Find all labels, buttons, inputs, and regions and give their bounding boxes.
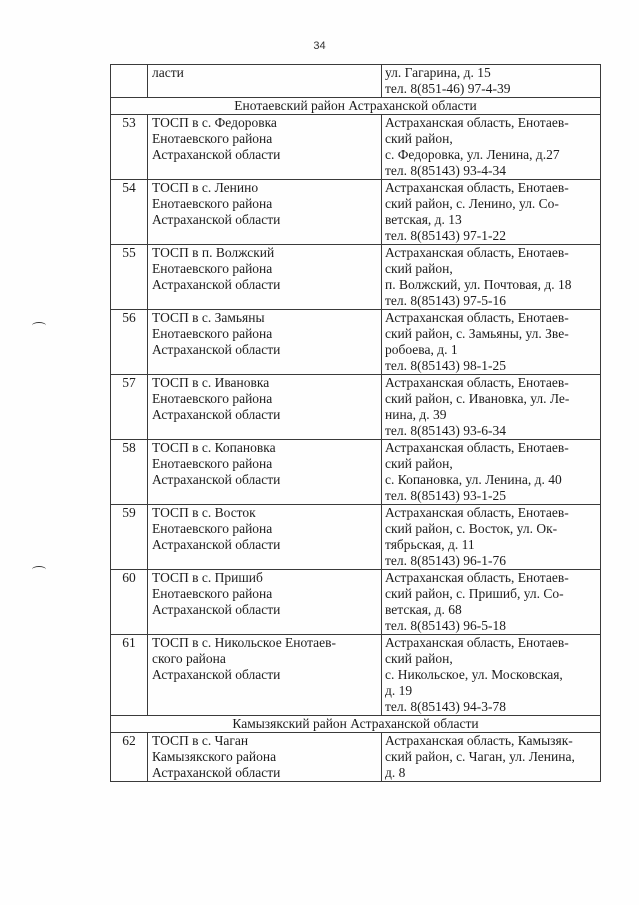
office-name-line: ТОСП в с. Восток <box>152 505 256 520</box>
address-line: Астраханская область, Енотаев- <box>385 505 569 520</box>
office-name-line: ТОСП в с. Чаган <box>152 733 249 748</box>
table-row <box>111 635 601 716</box>
address-line: Астраханская область, Енотаев- <box>385 115 569 130</box>
address-cell <box>382 310 601 375</box>
row-number: 56 <box>111 310 148 375</box>
address-line: Астраханская область, Камызяк- <box>385 733 573 748</box>
address-line: нина, д. 39 <box>385 407 447 422</box>
office-name-line: ТОСП в с. Никольское Енотаев- <box>152 635 337 650</box>
office-name-line: ского района <box>152 651 226 666</box>
office-name-line: Астраханской области <box>152 667 281 682</box>
office-name-line: ТОСП в п. Волжский <box>152 245 275 260</box>
address-line: ский район, <box>385 456 453 471</box>
row-number: 62 <box>111 733 148 782</box>
address-line: тел. 8(85143) 97-1-22 <box>385 228 506 243</box>
address-line: тел. 8(85143) 94-3-78 <box>385 699 506 714</box>
address-line: с. Никольское, ул. Московская, <box>385 667 563 682</box>
office-name-line: Астраханской области <box>152 472 281 487</box>
section-row <box>111 716 601 733</box>
office-name-cell <box>148 505 382 570</box>
office-name-line: Астраханской области <box>152 602 281 617</box>
office-name-line: ТОСП в с. Федоровка <box>152 115 277 130</box>
address-line: ский район, с. Чаган, ул. Ленина, <box>385 749 575 764</box>
row-number: 60 <box>111 570 148 635</box>
punch-hole-mark <box>32 566 46 573</box>
address-line: ский район, <box>385 261 453 276</box>
office-name-line: Енотаевского района <box>152 261 273 276</box>
row-number: 59 <box>111 505 148 570</box>
row-number: 61 <box>111 635 148 716</box>
page-number: 34 <box>313 40 326 52</box>
office-name-cell <box>148 245 382 310</box>
office-name-cell <box>148 180 382 245</box>
row-number: 53 <box>111 115 148 180</box>
office-name-line: ТОСП в с. Пришиб <box>152 570 263 585</box>
address-line: п. Волжский, ул. Почтовая, д. 18 <box>385 277 572 292</box>
punch-hole-mark <box>32 322 46 329</box>
office-name-line: Астраханской области <box>152 147 281 162</box>
address-line: с. Федоровка, ул. Ленина, д.27 <box>385 147 560 162</box>
office-name-line: Астраханской области <box>152 765 281 780</box>
table-row <box>111 245 601 310</box>
section-title: Енотаевский район Астраханской области <box>111 98 601 115</box>
table-row <box>111 310 601 375</box>
row-number <box>111 65 148 98</box>
address-line: ский район, с. Замьяны, ул. Зве- <box>385 326 569 341</box>
address-line: с. Копановка, ул. Ленина, д. 40 <box>385 472 562 487</box>
address-line: Астраханская область, Енотаев- <box>385 570 569 585</box>
offices-table <box>110 64 601 782</box>
address-cell <box>382 375 601 440</box>
row-number: 55 <box>111 245 148 310</box>
office-name-line: Енотаевского района <box>152 391 273 406</box>
office-name-line: Енотаевского района <box>152 456 273 471</box>
office-name-cell <box>148 733 382 782</box>
address-line: тел. 8(85143) 93-4-34 <box>385 163 506 178</box>
address-line: ский район, с. Ленино, ул. Со- <box>385 196 559 211</box>
address-line: ский район, с. Восток, ул. Ок- <box>385 521 558 536</box>
address-line: ветская, д. 68 <box>385 602 462 617</box>
address-line: тел. 8(85143) 93-1-25 <box>385 488 506 503</box>
address-cell <box>382 115 601 180</box>
address-line: тел. 8(85143) 98-1-25 <box>385 358 506 373</box>
address-line: ский район, <box>385 131 453 146</box>
address-line: Астраханская область, Енотаев- <box>385 635 569 650</box>
office-name-line: ТОСП в с. Ленино <box>152 180 259 195</box>
office-name-line: Енотаевского района <box>152 326 273 341</box>
address-line: Астраханская область, Енотаев- <box>385 245 569 260</box>
address-line: тел. 8(85143) 93-6-34 <box>385 423 506 438</box>
address-line: ский район, <box>385 651 453 666</box>
address-line: тел. 8(85143) 96-1-76 <box>385 553 506 568</box>
table-row <box>111 65 601 98</box>
office-name-line: Астраханской области <box>152 277 281 292</box>
office-name-cell <box>148 440 382 505</box>
office-name-line: ласти <box>152 65 184 80</box>
row-number: 57 <box>111 375 148 440</box>
address-cell <box>382 635 601 716</box>
table-row <box>111 505 601 570</box>
table-row <box>111 440 601 505</box>
office-name-cell <box>148 375 382 440</box>
address-line: ул. Гагарина, д. 15 <box>385 65 491 80</box>
address-cell <box>382 733 601 782</box>
address-line: тябрьская, д. 11 <box>385 537 475 552</box>
table-row <box>111 115 601 180</box>
office-name-cell <box>148 310 382 375</box>
row-number: 58 <box>111 440 148 505</box>
office-name-cell <box>148 115 382 180</box>
address-cell <box>382 65 601 98</box>
table-row <box>111 180 601 245</box>
office-name-line: ТОСП в с. Замьяны <box>152 310 265 325</box>
address-line: тел. 8(85143) 96-5-18 <box>385 618 506 633</box>
address-line: ский район, с. Пришиб, ул. Со- <box>385 586 564 601</box>
office-name-line: ТОСП в с. Копановка <box>152 440 276 455</box>
office-name-line: Енотаевского района <box>152 196 273 211</box>
office-name-line: Астраханской области <box>152 212 281 227</box>
office-name-line: Енотаевского района <box>152 131 273 146</box>
office-name-cell <box>148 635 382 716</box>
office-name-line: Астраханской области <box>152 407 281 422</box>
address-line: Астраханская область, Енотаев- <box>385 310 569 325</box>
office-name-line: ТОСП в с. Ивановка <box>152 375 270 390</box>
address-line: Астраханская область, Енотаев- <box>385 440 569 455</box>
office-name-cell <box>148 65 382 98</box>
office-name-line: Камызякского района <box>152 749 277 764</box>
table-row <box>111 733 601 782</box>
address-line: Астраханская область, Енотаев- <box>385 180 569 195</box>
address-line: д. 19 <box>385 683 413 698</box>
office-name-line: Астраханской области <box>152 537 281 552</box>
office-name-line: Енотаевского района <box>152 586 273 601</box>
office-name-line: Енотаевского района <box>152 521 273 536</box>
office-name-cell <box>148 570 382 635</box>
address-line: Астраханская область, Енотаев- <box>385 375 569 390</box>
address-line: робоева, д. 1 <box>385 342 458 357</box>
address-line: ский район, с. Ивановка, ул. Ле- <box>385 391 570 406</box>
address-line: тел. 8(851-46) 97-4-39 <box>385 81 511 96</box>
section-title: Камызякский район Астраханской области <box>111 716 601 733</box>
address-cell <box>382 570 601 635</box>
address-cell <box>382 505 601 570</box>
section-row <box>111 98 601 115</box>
address-line: ветская, д. 13 <box>385 212 462 227</box>
row-number: 54 <box>111 180 148 245</box>
table-row <box>111 570 601 635</box>
address-line: д. 8 <box>385 765 406 780</box>
address-line: тел. 8(85143) 97-5-16 <box>385 293 506 308</box>
address-cell <box>382 440 601 505</box>
address-cell <box>382 245 601 310</box>
table-row <box>111 375 601 440</box>
office-name-line: Астраханской области <box>152 342 281 357</box>
address-cell <box>382 180 601 245</box>
